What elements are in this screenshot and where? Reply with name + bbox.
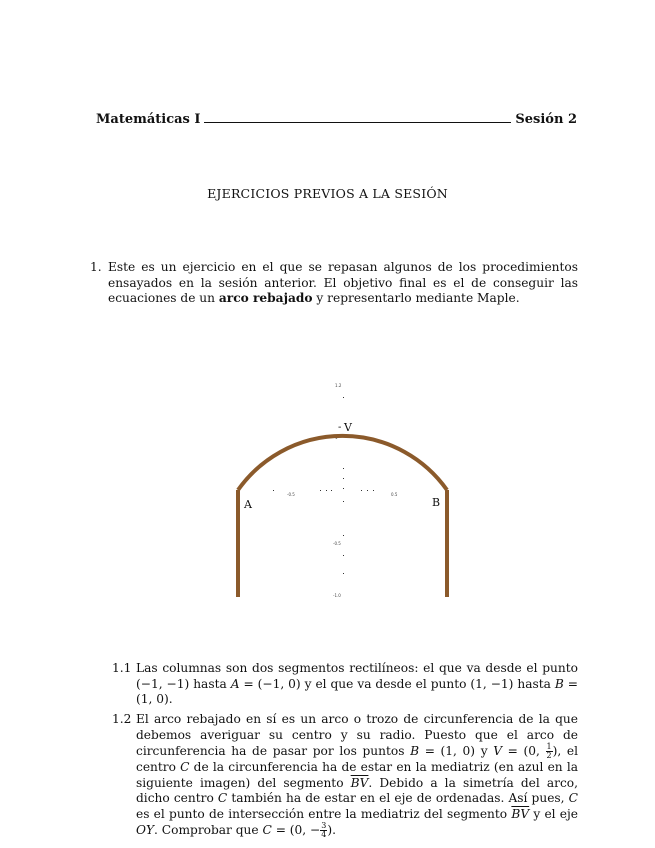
point-a-label: A xyxy=(244,498,252,511)
math-b: B xyxy=(554,676,564,691)
y-tick-dot xyxy=(343,501,344,502)
text-run: = (1, 0). xyxy=(136,676,579,706)
subexercise-1-2 xyxy=(112,712,578,839)
y-tick-dot xyxy=(343,397,344,398)
math-c: C xyxy=(217,791,228,805)
text-run: . Debido a la simetría del arco, dicho centro xyxy=(136,775,578,805)
y-tick-dot xyxy=(343,535,344,536)
header-right: Sesión 2 xyxy=(515,112,577,127)
text-run: El arco rebajado en sí es un arco o trozo de circunferencia de la que debemos averiguar su centro y su radio. Puesto que el arco de circunferencia ha de pasar por los puntos xyxy=(136,712,578,758)
exercise-1-text-a: Este es un ejercicio en el que se repasan algunos de los procedimientos ensayados en la sesión anterior. El objetivo final es el de conseguir las ecuaciones de un xyxy=(108,260,578,305)
x-tick-dot xyxy=(273,490,274,491)
x-tick-label: -0.5 xyxy=(287,492,295,497)
text-run: Las columnas son dos segmentos rectilíneos: el que va desde el punto (−1, −1) hasta xyxy=(136,661,578,691)
x-tick-dot xyxy=(331,490,332,491)
text-run: ), el centro xyxy=(136,744,578,774)
x-tick-dot xyxy=(373,490,374,491)
arch-figure xyxy=(225,375,465,605)
subexercise-1-2-text xyxy=(136,712,578,839)
fraction-one-half xyxy=(546,743,553,760)
exercise-1 xyxy=(90,260,578,307)
text-run: y el eje xyxy=(529,806,578,821)
fraction-numerator: 3 xyxy=(321,821,327,830)
math-oy: OY xyxy=(136,823,155,837)
y-tick-label: -1.0 xyxy=(333,593,341,598)
subexercise-1-1-number: 1.1 xyxy=(112,661,132,675)
point-v-marker: - xyxy=(338,422,342,433)
y-tick-dot xyxy=(343,478,344,479)
math-v: V xyxy=(493,744,503,758)
text-run: = (1, 0) y xyxy=(419,744,494,758)
math-a: A xyxy=(230,676,240,691)
text-run: . Comprobar que xyxy=(154,823,263,837)
math-c: C xyxy=(568,791,578,805)
x-tick-dot xyxy=(320,490,321,491)
arch-curve xyxy=(238,436,447,490)
subexercise-1-1 xyxy=(112,661,578,708)
point-b-label: B xyxy=(432,496,441,509)
axes xyxy=(273,397,374,574)
text-run: ). xyxy=(327,823,336,837)
x-tick-dot xyxy=(361,490,362,491)
text-run: = (−1, 0) y el que va desde el punto (1, −1) hasta xyxy=(239,676,555,691)
exercise-1-text xyxy=(108,260,578,307)
fraction-denominator: 2 xyxy=(546,751,552,760)
math-c: C xyxy=(180,760,190,774)
text-run: de la circunferencia ha de estar en la mediatriz (en azul en la siguiente imagen) del segmento xyxy=(136,760,579,790)
text-run: también ha de estar en el eje de ordenadas. Así pues, xyxy=(227,791,569,805)
y-tick-label: 1 xyxy=(335,435,338,440)
y-tick-label: -0.5 xyxy=(333,541,341,546)
y-tick-dot xyxy=(343,468,344,469)
y-tick-dot xyxy=(343,573,344,574)
fraction-numerator: 1 xyxy=(546,742,552,751)
segment-bv: $\overline{BV}$ xyxy=(511,806,530,821)
arch-shape xyxy=(238,436,447,597)
exercise-1-text-b: y representarlo mediante Maple. xyxy=(312,291,520,305)
y-tick-label: 1.2 xyxy=(335,383,342,388)
segment-bv: $\overline{BV}$ xyxy=(350,775,369,790)
subexercise-1-1-text xyxy=(136,661,578,708)
math-c: C xyxy=(262,823,272,837)
text-run: = (0, xyxy=(502,744,546,758)
fraction-denominator: 4 xyxy=(321,830,327,839)
header-left: Matemáticas I xyxy=(96,112,201,127)
y-tick-dot xyxy=(343,488,344,489)
x-tick-dot xyxy=(367,490,368,491)
x-tick-label: 0.5 xyxy=(391,492,398,497)
section-title: EJERCICIOS PREVIOS A LA SESIÓN xyxy=(207,186,448,201)
y-tick-dot xyxy=(343,555,344,556)
text-run: es el punto de intersección entre la mediatriz del segmento xyxy=(136,806,512,821)
tick-labels xyxy=(287,383,398,598)
text-run: = (0, − xyxy=(271,823,321,837)
page-header xyxy=(96,112,577,127)
header-rule xyxy=(204,122,511,123)
subexercise-1-2-number: 1.2 xyxy=(112,712,132,726)
arco-rebajado-bold: arco rebajado xyxy=(218,291,313,305)
math-b: B xyxy=(410,744,420,758)
x-tick-dot xyxy=(326,490,327,491)
point-v-label: V xyxy=(344,421,352,434)
exercise-1-number: 1. xyxy=(90,260,102,274)
